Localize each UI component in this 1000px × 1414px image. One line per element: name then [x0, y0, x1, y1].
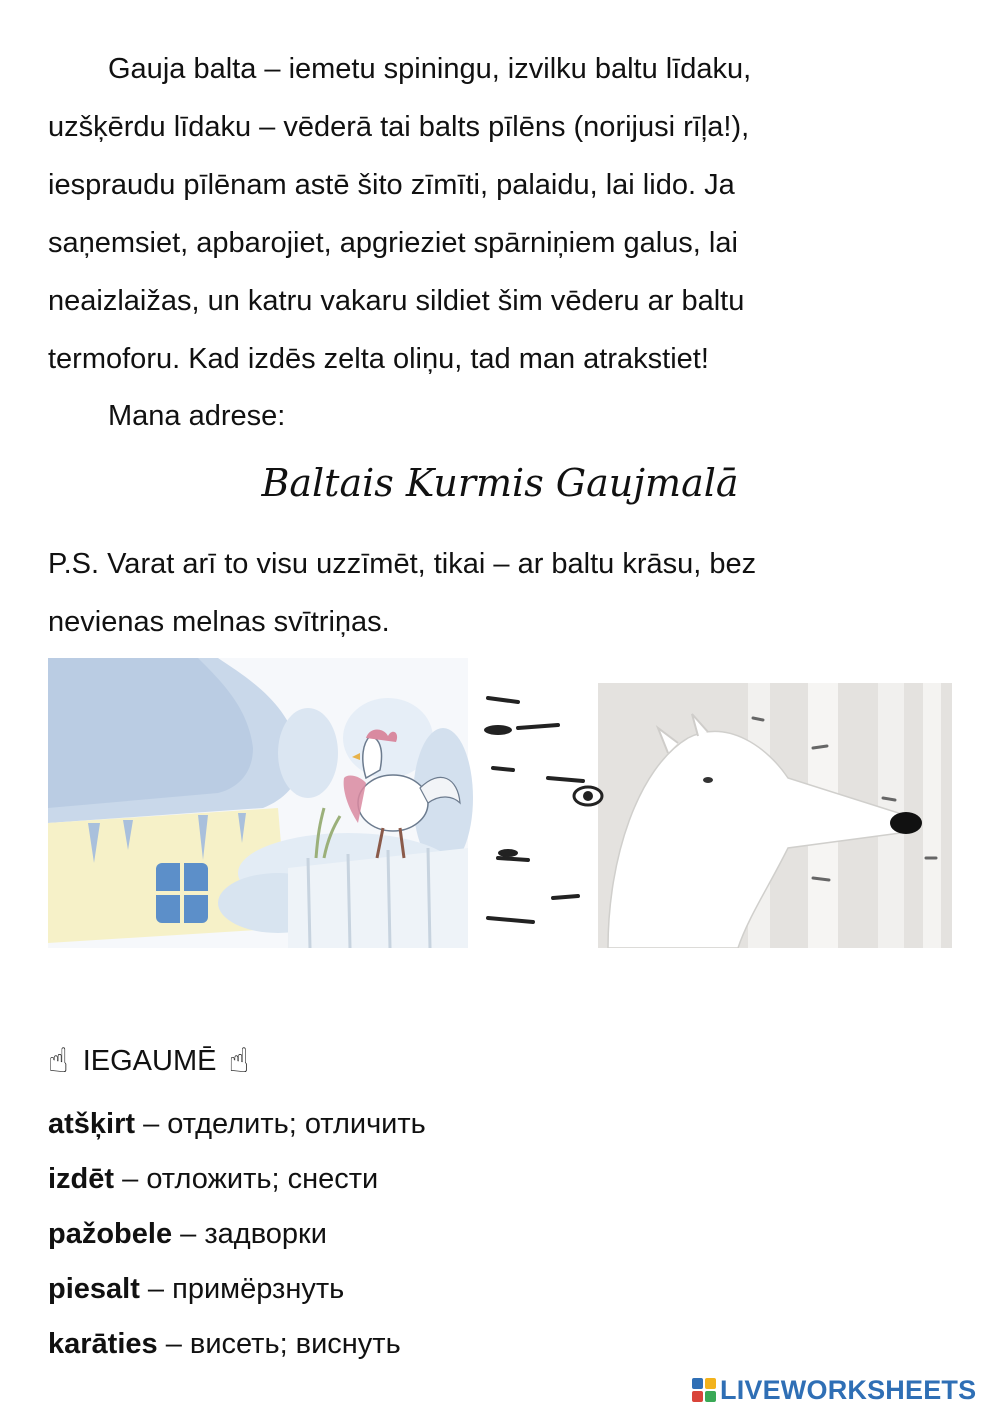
liveworksheets-logo: [692, 1375, 976, 1405]
snowy-house-rooster-illustration: [48, 658, 473, 948]
pointing-hand-icon: ☝: [228, 1042, 250, 1080]
address-label: Mana adrese:: [108, 400, 286, 432]
logo-square: [705, 1378, 716, 1389]
vocab-separator: –: [114, 1163, 147, 1195]
liveworksheets-logo-icon: [692, 1378, 716, 1402]
vocabulary-item: [48, 1097, 426, 1152]
vocab-separator: –: [172, 1218, 205, 1250]
story-line: neaizlaižas, un katru vakaru sildiet šim vēderu ar baltu: [48, 285, 745, 317]
vocab-translation: отложить; снести: [146, 1163, 379, 1195]
pointing-hand-icon: ☝: [48, 1042, 69, 1080]
story-line: termoforu. Kad izdēs zelta oliņu, tad man atrakstiet!: [48, 343, 709, 375]
vocab-term: piesalt: [48, 1273, 140, 1305]
postscript: [48, 535, 948, 651]
vocabulary-list: [48, 1097, 426, 1372]
white-mole-birch-illustration: [478, 683, 952, 948]
remember-label: IEGAUMĒ: [82, 1045, 217, 1077]
illustrations: [48, 658, 952, 948]
logo-square: [692, 1391, 703, 1402]
story-line: saņemsiet, apbarojiet, apgrieziet spārniņiem galus, lai: [48, 227, 738, 259]
vocabulary-item: [48, 1152, 426, 1207]
vocab-term: izdēt: [48, 1163, 115, 1195]
illustration-strip: [48, 658, 952, 948]
vocab-term: pažobele: [48, 1218, 173, 1250]
story-line: iespraudu pīlēnam astē šito zīmīti, palaidu, lai lido. Ja: [48, 169, 735, 201]
vocab-translation: отделить; отличить: [167, 1108, 426, 1140]
remember-heading: [48, 1032, 249, 1090]
vocabulary-item: [48, 1317, 426, 1372]
postscript-line: P.S. Varat arī to visu uzzīmēt, tikai – ar baltu krāsu, bez: [48, 548, 757, 580]
logo-square: [692, 1378, 703, 1389]
vocab-translation: висеть; виснуть: [189, 1328, 401, 1360]
vocab-separator: –: [135, 1108, 168, 1140]
vocab-translation: задворки: [204, 1218, 327, 1250]
vocab-term: atšķirt: [48, 1108, 136, 1140]
postscript-line: nevienas melnas svītriņas.: [48, 606, 390, 638]
vocab-translation: примёрзнуть: [172, 1273, 345, 1305]
address-label-paragraph: [48, 387, 948, 445]
logo-square: [705, 1391, 716, 1402]
vocabulary-item: [48, 1262, 426, 1317]
vocabulary-item: [48, 1207, 426, 1262]
story-line: uzšķērdu līdaku – vēderā tai balts pīlēns (norijusi rīļa!),: [48, 111, 750, 143]
vocab-separator: –: [139, 1273, 173, 1305]
story-line: Gauja balta – iemetu spiningu, izvilku baltu līdaku,: [108, 53, 752, 85]
vocab-separator: –: [157, 1328, 190, 1360]
signature: Baltais Kurmis Gaujmalā: [261, 461, 739, 505]
vocab-term: karāties: [48, 1328, 158, 1360]
liveworksheets-wordmark: LIVEWORKSHEETS: [720, 1374, 977, 1405]
story-paragraph: [48, 40, 948, 388]
